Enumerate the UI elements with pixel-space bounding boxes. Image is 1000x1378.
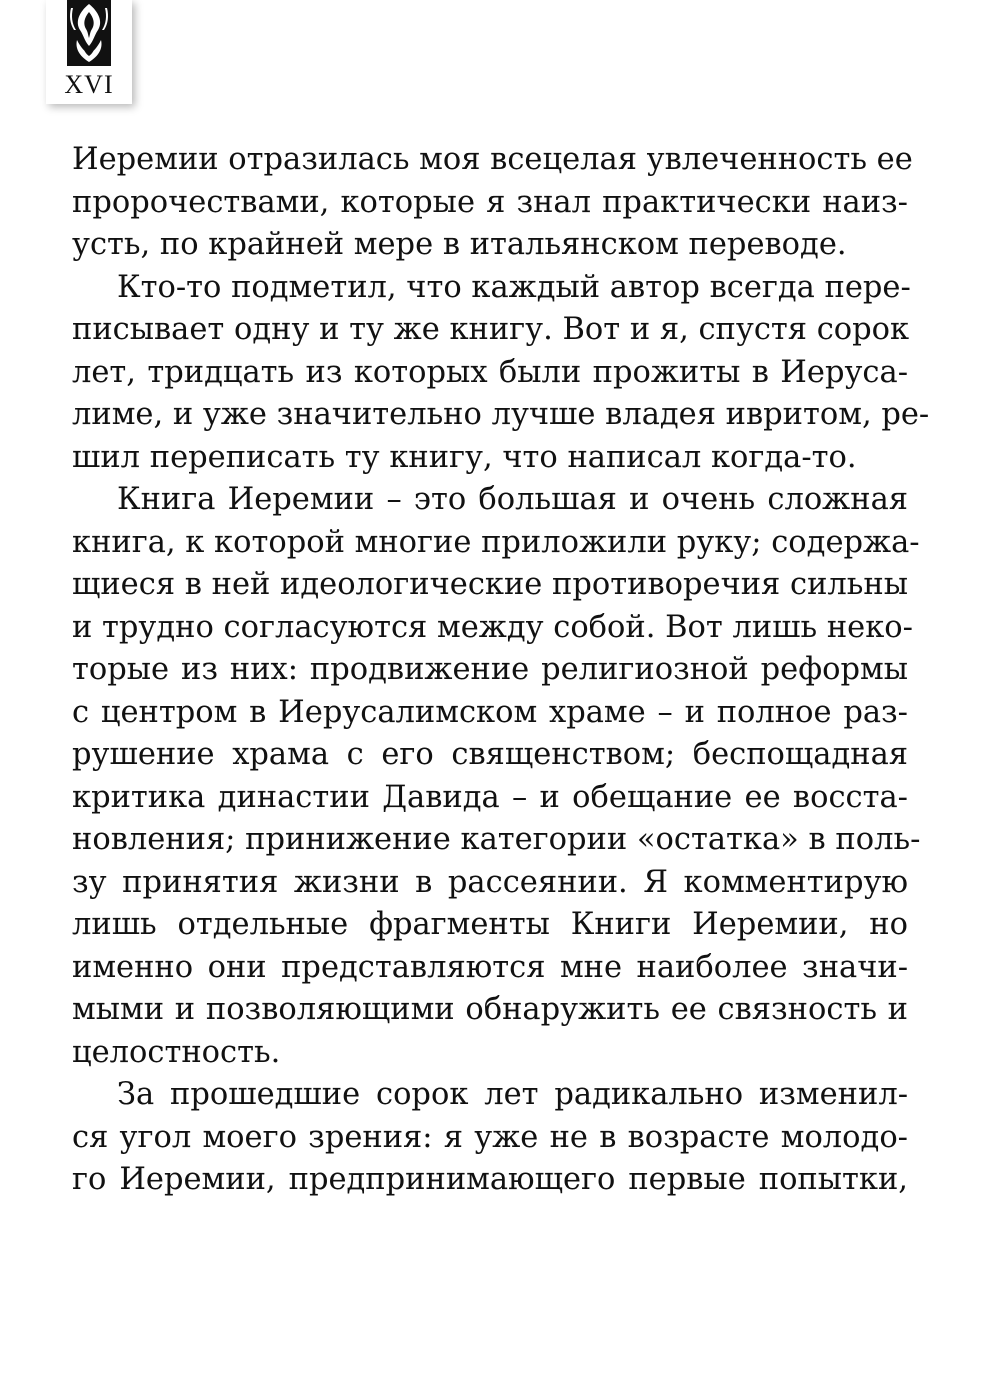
text-line: шил переписать ту книгу, что написал когда-то.: [72, 439, 857, 475]
text-line: го Иеремии, предпринимающего первые попытки,: [72, 1162, 908, 1197]
text-line: целостность.: [72, 1034, 281, 1070]
text-line: и трудно согласуются между собой. Вот лишь неко-: [72, 609, 913, 645]
text-line: зу принятия жизни в рассеянии. Я комментирую: [72, 864, 908, 900]
text-line: Кто-то подметил, что каждый автор всегда пере-: [117, 269, 911, 305]
text-line: с центром в Иерусалимском храме – и полное раз-: [72, 694, 908, 730]
text-line: Иеремии отразилась моя всецелая увлеченность ее: [72, 142, 913, 177]
text-line: именно они представляются мне наиболее значи-: [72, 949, 908, 985]
text-line: книга, к которой многие приложили руку; содержа-: [72, 524, 920, 560]
body-text: [72, 139, 930, 1202]
text-line: писывает одну и ту же книгу. Вот и я, спустя сорок: [72, 312, 910, 347]
page-number-tab: [46, 0, 132, 104]
text-line: рушение храма с его священством; беспощадная: [72, 737, 908, 772]
text-line: пророчествами, которые я знал практически наиз-: [72, 184, 908, 220]
text-line: Книга Иеремии – это большая и очень сложная: [117, 482, 908, 517]
text-line: За прошедшие сорок лет радикально изменил-: [117, 1077, 908, 1112]
text-line: критика династии Давида – и обещание ее восста-: [72, 779, 908, 815]
text-line: торые из них: продвижение религиозной реформы: [72, 652, 908, 687]
text-line: усть, по крайней мере в итальянском переводе.: [72, 227, 847, 262]
page-number: XVI: [64, 70, 114, 99]
text-line: лет, тридцать из которых были прожиты в Иеруса-: [72, 354, 908, 390]
text-line: лишь отдельные фрагменты Книги Иеремии, но: [72, 907, 908, 942]
paragraph: [72, 1074, 908, 1202]
text-line: щиеся в ней идеологические противоречия сильны: [72, 567, 908, 602]
text-line: новления; принижение категории «остатка» в поль-: [72, 822, 921, 857]
text-line: лиме, и уже значительно лучше владея ивритом, ре-: [72, 397, 930, 432]
text-line: ся угол моего зрения: я уже не в возрасте молодо-: [72, 1119, 908, 1155]
paragraph: [72, 139, 913, 267]
paragraph: [72, 267, 930, 480]
text-line: мыми и позволяющими обнаружить ее связность и: [72, 992, 908, 1027]
paragraph: [72, 479, 921, 1074]
ornament-icon: [65, 0, 113, 66]
